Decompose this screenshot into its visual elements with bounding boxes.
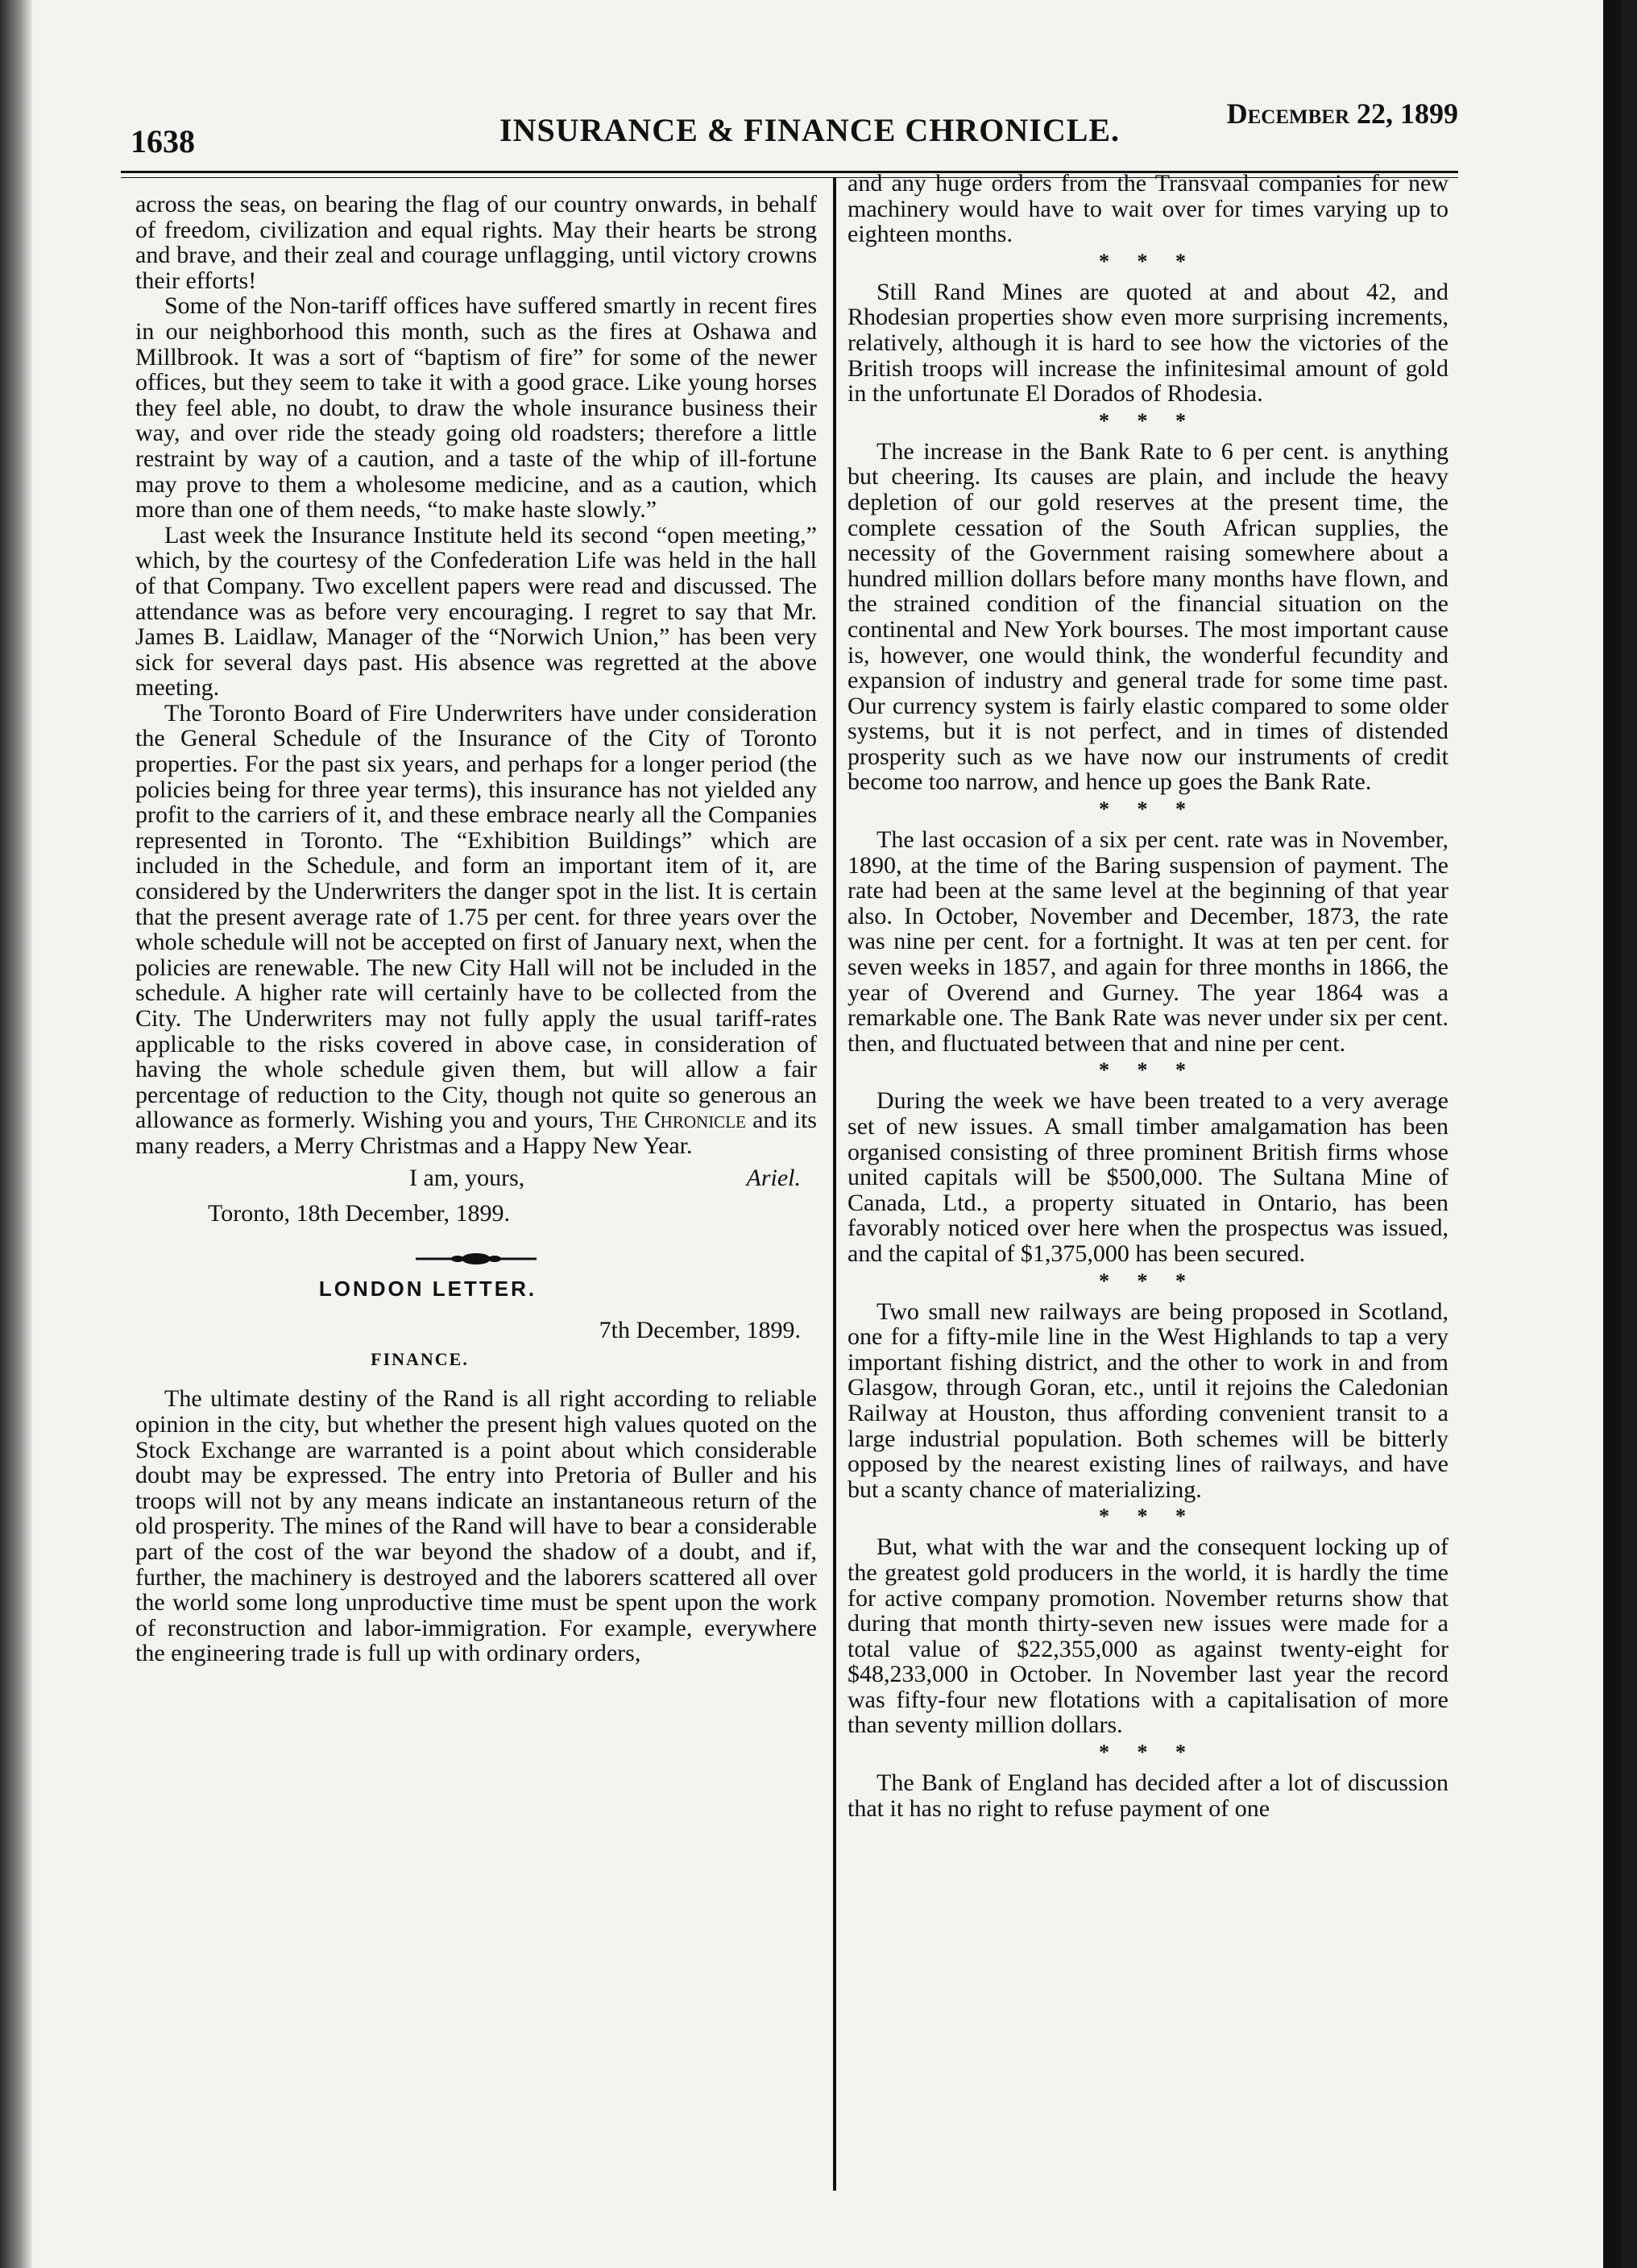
page-header bbox=[121, 89, 1458, 159]
separator: * * * bbox=[1099, 1269, 1197, 1293]
column-divider bbox=[833, 177, 836, 2191]
paragraph: across the seas, on bearing the flag of our country onwards, in behalf of freedom, civilization and equal rights. May their hearts be strong and brave, and their zeal and courage unflagging, until victory crowns their efforts! bbox=[135, 191, 817, 294]
paragraph: Some of the Non-tariff offices have suffered smartly in recent fires in our neighborhood this month, such as the fires at Oshawa and Millbrook. It was a sort of “baptism of fire” for some of the newer offices, but they seem to take it with a good grace. Like young horses they feel able, no doubt, to draw the whole insurance business their way, and over ride the steady going old roadsters; therefore a little restraint by way of a caution, and a taste of the whip of ill-fortune may prove to them a wholesome medicine, and as a caution, which more than one of them needs, “to make haste slowly.” bbox=[135, 292, 817, 524]
separator: * * * bbox=[1099, 249, 1197, 273]
page-number: 1638 bbox=[131, 123, 195, 159]
paragraph: During the week we have been treated to a very average set of new issues. A small timber amalgamation has been organised consisting of three prominent British firms whose united capitals will be $500,000. The Sultana Mine of Canada, Ltd., a property situated in Ontario, has been favorably noticed over here when the prospectus was issued, and the capital of $1,375,000 has been secured. bbox=[848, 1087, 1448, 1267]
paragraph: Two small new railways are being proposed in Scotland, one for a fifty-mile line in the West Highlands to tap a very important fishing district, and the other to work in and from Glasgow, through Goran, etc., until it rejoins the Caledonian Railway at Houston, thus affording convenient transit to a large industrial population. Both schemes will be bitterly opposed by the nearest existing lines of railways, and have but a scanty chance of materializing. bbox=[848, 1297, 1448, 1503]
left-column bbox=[135, 192, 817, 1666]
paragraph bbox=[135, 701, 817, 1159]
separator: * * * bbox=[1099, 408, 1197, 432]
signature: Ariel. bbox=[746, 1164, 801, 1191]
scan-border bbox=[1603, 0, 1621, 2268]
paragraph: But, what with the war and the consequent locking up of the greatest gold producers in the world, it is hardly the time for active company promotion. November returns show that during that month thirty-seven new issues were made for a total value of $22,355,000 as against twenty-eight for $48,233,000 in October. In November last year the record was fifty-four new flotations with a capitalisation of more than seventy million dollars. bbox=[848, 1533, 1448, 1739]
binding-edge bbox=[0, 0, 32, 2268]
publication-name: The Chronicle bbox=[600, 1107, 746, 1134]
letter-closing bbox=[135, 1165, 817, 1196]
separator: * * * bbox=[1099, 797, 1197, 822]
issue-date: December 22, 1899 bbox=[1226, 97, 1458, 130]
paragraph: The ultimate destiny of the Rand is all right according to reliable opinion in the city, but whether the present high values quoted on the Stock Exchange are warranted is a point about which considerable doubt may be expressed. The entry into Pretoria of Buller and his troops will not by any means indicate an instantaneous return of the old prosperity. The mines of the Rand will have to bear a considerable part of the cost of the war beyond the shadow of a doubt, and if, further, the machinery is destroyed and the laborers scattered all over the world some long unproductive time must be spent upon the work of reconstruction and labor-immigration. For example, everywhere the engineering trade is full up with ordinary orders, bbox=[135, 1385, 817, 1667]
separator: * * * bbox=[1099, 1058, 1197, 1082]
paragraph: and any huge orders from the Transvaal companies for new machinery would have to wait over for times varying up to eighteen months. bbox=[848, 170, 1448, 248]
separator: * * * bbox=[1099, 1740, 1197, 1765]
letter-date: 7th December, 1899. bbox=[599, 1317, 801, 1344]
right-column bbox=[848, 171, 1448, 1821]
ornament-divider-icon bbox=[416, 1251, 537, 1267]
section-title: LONDON LETTER. bbox=[318, 1276, 537, 1301]
paragraph: The increase in the Bank Rate to 6 per cent. is anything but cheering. Its causes are plain, and include the heavy depletion of our gold reserves at the present time, the complete cessation of the South African supplies, the necessity of the Government raising somewhere about a hundred million dollars before many months have flown, and the strained condition of the financial situation on the continental and New York bourses. The most important cause is, however, one would think, the wonderful fecundity and expansion of industry and general trade for some time past. Our currency system is fairly elastic compared to some older systems, but it is not perfect, and in times of distended prosperity such as we have now our instruments of credit become too narrow, and hence up goes the Bank Rate. bbox=[848, 437, 1448, 796]
paragraph: The Bank of England has decided after a lot of discussion that it has no right to refuse payment of one bbox=[848, 1769, 1448, 1822]
journal-title: INSURANCE & FINANCE CHRONICLE. bbox=[499, 112, 1121, 148]
dateline: Toronto, 18th December, 1899. bbox=[208, 1199, 510, 1227]
closing: I am, yours, bbox=[409, 1164, 525, 1191]
paragraph-text: The Toronto Board of Fire Underwriters have under consideration the General Schedule of the Insurance of the City of Toronto properties. For the past six years, and perhaps for a longer period (the policies being for three year terms), this insurance has not yielded any profit to the carriers of it, and these embrace nearly all the Companies represented in Toronto. The “Exhibition Buildings” which are included in the Schedule, and form an important item of it, are considered by the Underwriters the danger spot in the list. It is certain that the present average rate of 1.75 per cent. for three years over the whole schedule will not be accepted on first of January next, when the policies are renewable. The new City Hall will not be included in the schedule. A higher rate will certainly have to be collected from the City. The Underwriters may not fully apply the usual tariff-rates applicable to the risks covered in above case, in consideration of having the whole schedule given them, but will allow a fair percentage of reduction to the City, though not quite so generous an allowance as formerly. Wishing you and yours, bbox=[135, 699, 817, 1134]
paragraph-text: and its many readers, a Merry Christmas and a Happy New Year. bbox=[135, 1107, 817, 1159]
paragraph: The last occasion of a six per cent. rate was in November, 1890, at the time of the Baring suspension of payment. The rate had been at the same level at the beginning of that year also. In October, November and December, 1873, the rate was nine per cent. for a fortnight. It was at ten per cent. for seven weeks in 1857, and again for three months in 1866, the year of Overend and Gurney. The year 1864 was a remarkable one. The Bank Rate was never under six per cent. then, and fluctuated between that and nine per cent. bbox=[848, 826, 1448, 1057]
separator: * * * bbox=[1099, 1504, 1197, 1529]
section-subtitle: FINANCE. bbox=[371, 1348, 469, 1369]
paragraph: Last week the Insurance Institute held its second “open meeting,” which, by the courtesy of the Confederation Life was held in the hall of that Company. Two excellent papers were read and discussed. The attendance was as before very encouraging. I regret to say that Mr. James B. Laidlaw, Manager of the “Norwich Union,” has been very sick for several days past. His absence was regretted at the above meeting. bbox=[135, 521, 817, 702]
paragraph: Still Rand Mines are quoted at and about 42, and Rhodesian properties show even more surprising increments, relatively, although it is hard to see how the victories of the British troops will increase the infinitesimal amount of gold in the unfortunate El Dorados of Rhodesia. bbox=[848, 278, 1448, 408]
